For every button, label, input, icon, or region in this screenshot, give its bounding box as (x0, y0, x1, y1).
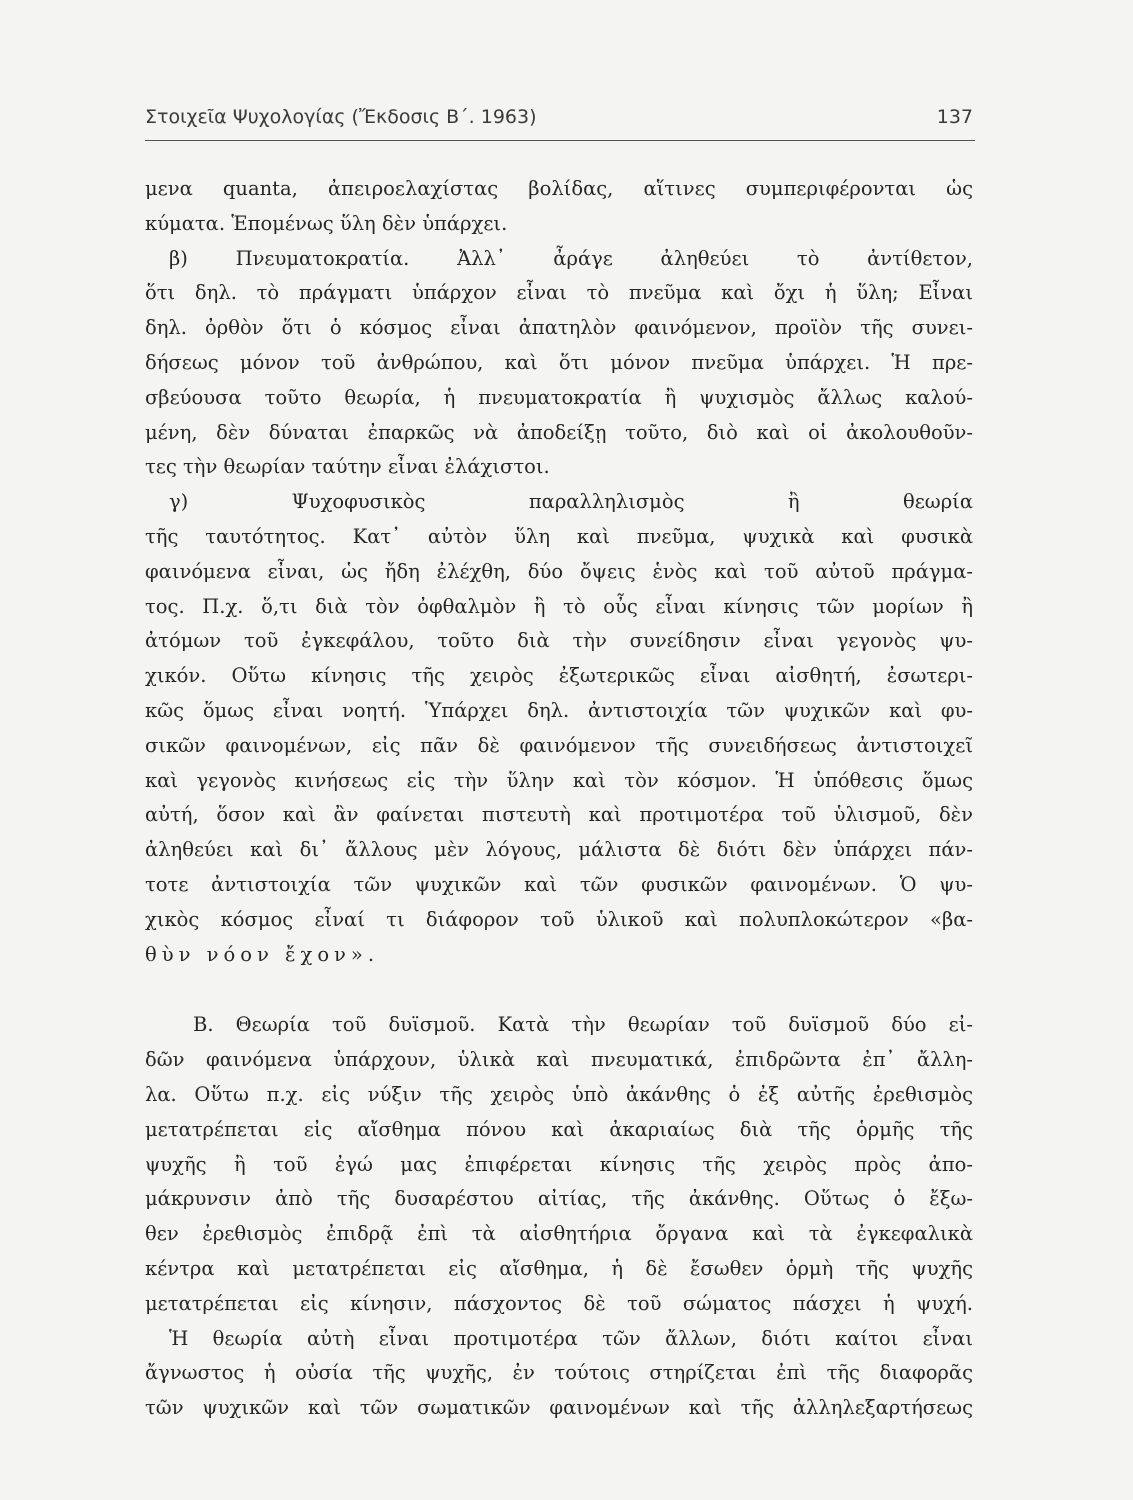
text-line: χικόν. Οὕτω κίνησις τῆς χειρὸς ἐξωτερικῶς εἶναι αἰσθητή, ἐσωτερι- (145, 664, 973, 688)
text-line: Ἡ θεωρία αὐτὴ εἶναι προτιμοτέρα τῶν ἄλλων, διότι καίτοι εἶναι (169, 1326, 973, 1350)
text-line: σικῶν φαινομένων, εἰς πᾶν δὲ φαινόμενον τῆς συνειδήσεως ἀντιστοιχεῖ (145, 733, 973, 757)
text-line: ἀτόμων τοῦ ἐγκεφάλου, τοῦτο διὰ τὴν συνείδησιν εἶναι γεγονὸς ψυ- (145, 629, 973, 653)
text-line: μένη, δὲν δύναται ἐπαρκῶς νὰ ἀποδείξῃ τοῦτο, διὸ καὶ οἱ ἀκολουθοῦν- (145, 420, 973, 444)
text-line: μετατρέπεται εἰς αἴσθημα πόνου καὶ ἀκαριαίως διὰ τῆς ὁρμῆς τῆς (145, 1117, 973, 1141)
text-line: λα. Οὕτω π.χ. εἰς νύξιν τῆς χειρὸς ὑπὸ ἀκάνθης ὁ ἐξ αὐτῆς ἐρεθισμὸς (145, 1082, 973, 1106)
text-line: β) Πνευματοκρατία. Ἀλλ᾿ ἆράγε ἀληθεύει τὸ ἀντίθετον, (169, 246, 973, 270)
text-line: τες τὴν θεωρίαν ταύτην εἶναι ἐλάχιστοι. (145, 455, 550, 479)
body-text (145, 172, 973, 1426)
text-line: δῶν φαινόμενα ὑπάρχουν, ὑλικὰ καὶ πνευματικά, ἐπιδρῶντα ἐπ᾿ ἄλλη- (145, 1048, 973, 1072)
text-line: μετατρέπεται εἰς κίνησιν, πάσχοντος δὲ τοῦ σώματος πάσχει ἡ ψυχή. (145, 1291, 973, 1315)
running-header (145, 100, 973, 136)
text-line: τῆς ταυτότητος. Κατ᾿ αὐτὸν ὕλη καὶ πνεῦμα, ψυχικὰ καὶ φυσικὰ (145, 524, 973, 548)
page-number: 137 (936, 106, 973, 128)
text-line: Β. Θεωρία τοῦ δυϊσμοῦ. Κατὰ τὴν θεωρίαν τοῦ δυϊσμοῦ δύο εἰ- (193, 1013, 973, 1037)
text-line: ἀληθεύει καὶ δι᾿ ἄλλους μὲν λόγους, μάλιστα δὲ διότι δὲν ὑπάρχει πάν- (145, 838, 973, 862)
text-line: δηλ. ὀρθὸν ὅτι ὁ κόσμος εἶναι ἀπατηλὸν φαινόμενον, προϊὸν τῆς συνει- (145, 316, 973, 340)
text-line: θεν ἐρεθισμὸς ἐπιδρᾷ ἐπὶ τὰ αἰσθητήρια ὄργανα καὶ τὰ ἐγκεφαλικὰ (145, 1222, 973, 1246)
text-line: ὅτι δηλ. τὸ πράγματι ὑπάρχον εἶναι τὸ πνεῦμα καὶ ὄχι ἡ ὕλη; Εἶναι (145, 281, 973, 305)
text-line: φαινόμενα εἶναι, ὡς ἤδη ἐλέχθη, δύο ὄψεις ἑνὸς καὶ τοῦ αὐτοῦ πράγμα- (145, 559, 973, 583)
section-gap (145, 972, 973, 1008)
text-line: καὶ γεγονὸς κινήσεως εἰς τὴν ὕλην καὶ τὸν κόσμον. Ἡ ὑπόθεσις ὅμως (145, 768, 973, 792)
text-line: κύματα. Ἑπομένως ὕλη δὲν ὑπάρχει. (145, 211, 508, 235)
text-line: γ) Ψυχοφυσικὸς παραλληλισμὸς ἢ θεωρία (169, 490, 973, 514)
running-title: Στοιχεῖα Ψυχολογίας (Ἔκδοσις Β΄. 1963) (145, 106, 537, 128)
text-line: ἄγνωστος ἡ οὐσία τῆς ψυχῆς, ἐν τούτοις στηρίζεται ἐπὶ τῆς διαφορᾶς (145, 1361, 973, 1385)
text-line: χικὸς κόσμος εἶναί τι διάφορον τοῦ ὑλικοῦ καὶ πολυπλοκώτερον «βα- (145, 907, 973, 931)
text-line: ψυχῆς ἢ τοῦ ἐγώ μας ἐπιφέρεται κίνησις τῆς χειρὸς πρὸς ἀπο- (145, 1152, 973, 1176)
text-line: σβεύουσα τοῦτο θεωρία, ἡ πνευματοκρατία ἢ ψυχισμὸς ἄλλως καλού- (145, 385, 973, 409)
text-line: μενα quanta, ἀπειροελαχίστας βολίδας, αἵτινες συμπεριφέρονται ὡς (145, 177, 973, 200)
text-line: κῶς ὅμως εἶναι νοητή. Ὑπάρχει δηλ. ἀντιστοιχία τῶν ψυχικῶν καὶ φυ- (145, 698, 973, 722)
text-line: τος. Π.χ. ὅ,τι διὰ τὸν ὀφθαλμὸν ἢ τὸ οὖς εἶναι κίνησις τῶν μορίων ἢ (145, 594, 973, 618)
text-line: τοτε ἀντιστοιχία τῶν ψυχικῶν καὶ τῶν φυσικῶν φαινομένων. Ὁ ψυ- (145, 872, 973, 896)
text-line: αὐτή, ὅσον καὶ ἂν φαίνεται πιστευτὴ καὶ προτιμοτέρα τοῦ ὑλισμοῦ, δὲν (145, 803, 973, 827)
header-rule (145, 140, 975, 141)
text-line: μάκρυνσιν ἀπὸ τῆς δυσαρέστου αἰτίας, τῆς ἀκάνθης. Οὕτως ὁ ἔξω- (145, 1187, 973, 1211)
text-line: δήσεως μόνον τοῦ ἀνθρώπου, καὶ ὅτι μόνον πνεῦμα ὑπάρχει. Ἡ πρε- (145, 350, 973, 374)
text-line: τῶν ψυχικῶν καὶ τῶν σωματικῶν φαινομένων καὶ τῆς ἀλληλεξαρτήσεως (145, 1396, 973, 1420)
text-line: θὺν νόον ἔχον». (145, 942, 380, 966)
text-line: κέντρα καὶ μετατρέπεται εἰς αἴσθημα, ἡ δὲ ἔσωθεν ὁρμὴ τῆς ψυχῆς (145, 1256, 973, 1280)
